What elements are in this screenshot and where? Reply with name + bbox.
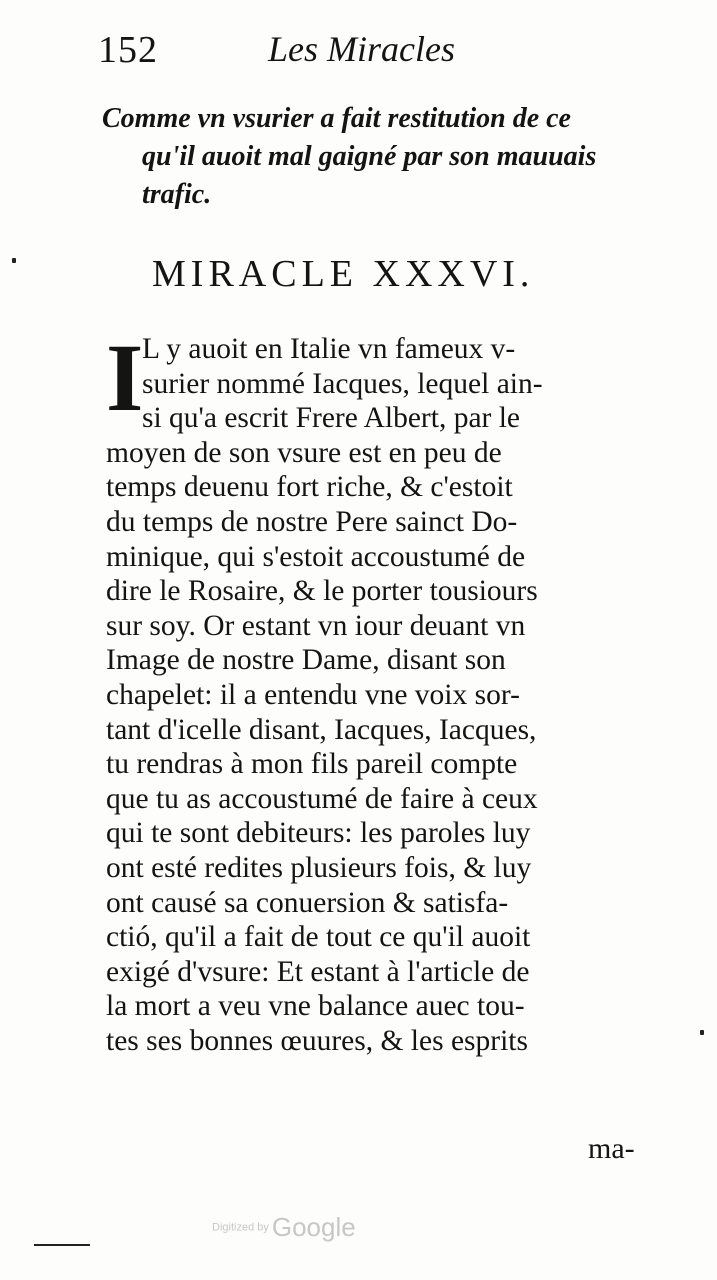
- text-line: temps deuenu fort riche, & c'estoit: [106, 471, 513, 504]
- summary-line: Comme vn vsurier a fait restitution de ce: [102, 103, 571, 134]
- drop-cap: I: [106, 324, 144, 431]
- chapter-heading: MIRACLE XXXVI.: [152, 253, 535, 295]
- summary-line: qu'il auoit mal gaigné par son mauuais: [142, 141, 597, 172]
- text-line: tu rendras à mon fils pareil compte: [106, 748, 518, 781]
- text-line: du temps de nostre Pere sainct Do-: [106, 505, 518, 538]
- text-line: que tu as accoustumé de faire à ceux: [106, 782, 538, 815]
- catchword: ma-: [588, 1132, 635, 1165]
- page-number: 152: [98, 29, 158, 71]
- scan-edge-mark: [34, 1244, 90, 1246]
- text-line: la mort a veu vne balance auec tou-: [106, 990, 525, 1023]
- digitized-by-watermark: [212, 1212, 372, 1242]
- scan-speck: [700, 1030, 704, 1035]
- text-line: exigé d'vsure: Et estant à l'article de: [106, 955, 530, 988]
- text-line: L y auoit en Italie vn fameux v-: [142, 333, 516, 365]
- running-head: [98, 22, 658, 72]
- text-line: chapelet: il a entendu vne voix sor-: [106, 678, 520, 711]
- text-line: ont causé sa conuersion & satisfa-: [106, 886, 509, 919]
- google-logo: Google: [271, 1212, 356, 1242]
- body-text: [106, 324, 651, 1058]
- text-line: moyen de son vsure est en peu de: [106, 436, 502, 469]
- text-line: tes ses bonnes œuures, & les esprits: [106, 1024, 528, 1057]
- text-line: ctió, qu'il a fait de tout ce qu'il auoit: [106, 921, 531, 954]
- text-line: qui te sont debiteurs: les paroles luy: [106, 817, 531, 850]
- text-line: si qu'a escrit Frere Albert, par le: [142, 402, 521, 435]
- text-line: dire le Rosaire, & le porter tousiours: [106, 575, 538, 608]
- text-line: tant d'icelle disant, Iacques, Iacques,: [106, 713, 537, 746]
- chapter-summary: [102, 100, 654, 214]
- text-line: surier nommé Iacques, lequel ain-: [142, 367, 543, 400]
- text-line: minique, qui s'estoit accoustumé de: [106, 540, 526, 573]
- summary-line: trafic.: [142, 179, 212, 210]
- text-line: Image de nostre Dame, disant son: [106, 644, 506, 677]
- digitized-by-label: Digitized by: [212, 1221, 269, 1234]
- running-title: Les Miracles: [268, 29, 455, 69]
- scan-speck: [12, 258, 16, 263]
- text-line: sur soy. Or estant vn iour deuant vn: [106, 609, 526, 642]
- text-line: ont esté redites plusieurs fois, & luy: [106, 851, 532, 884]
